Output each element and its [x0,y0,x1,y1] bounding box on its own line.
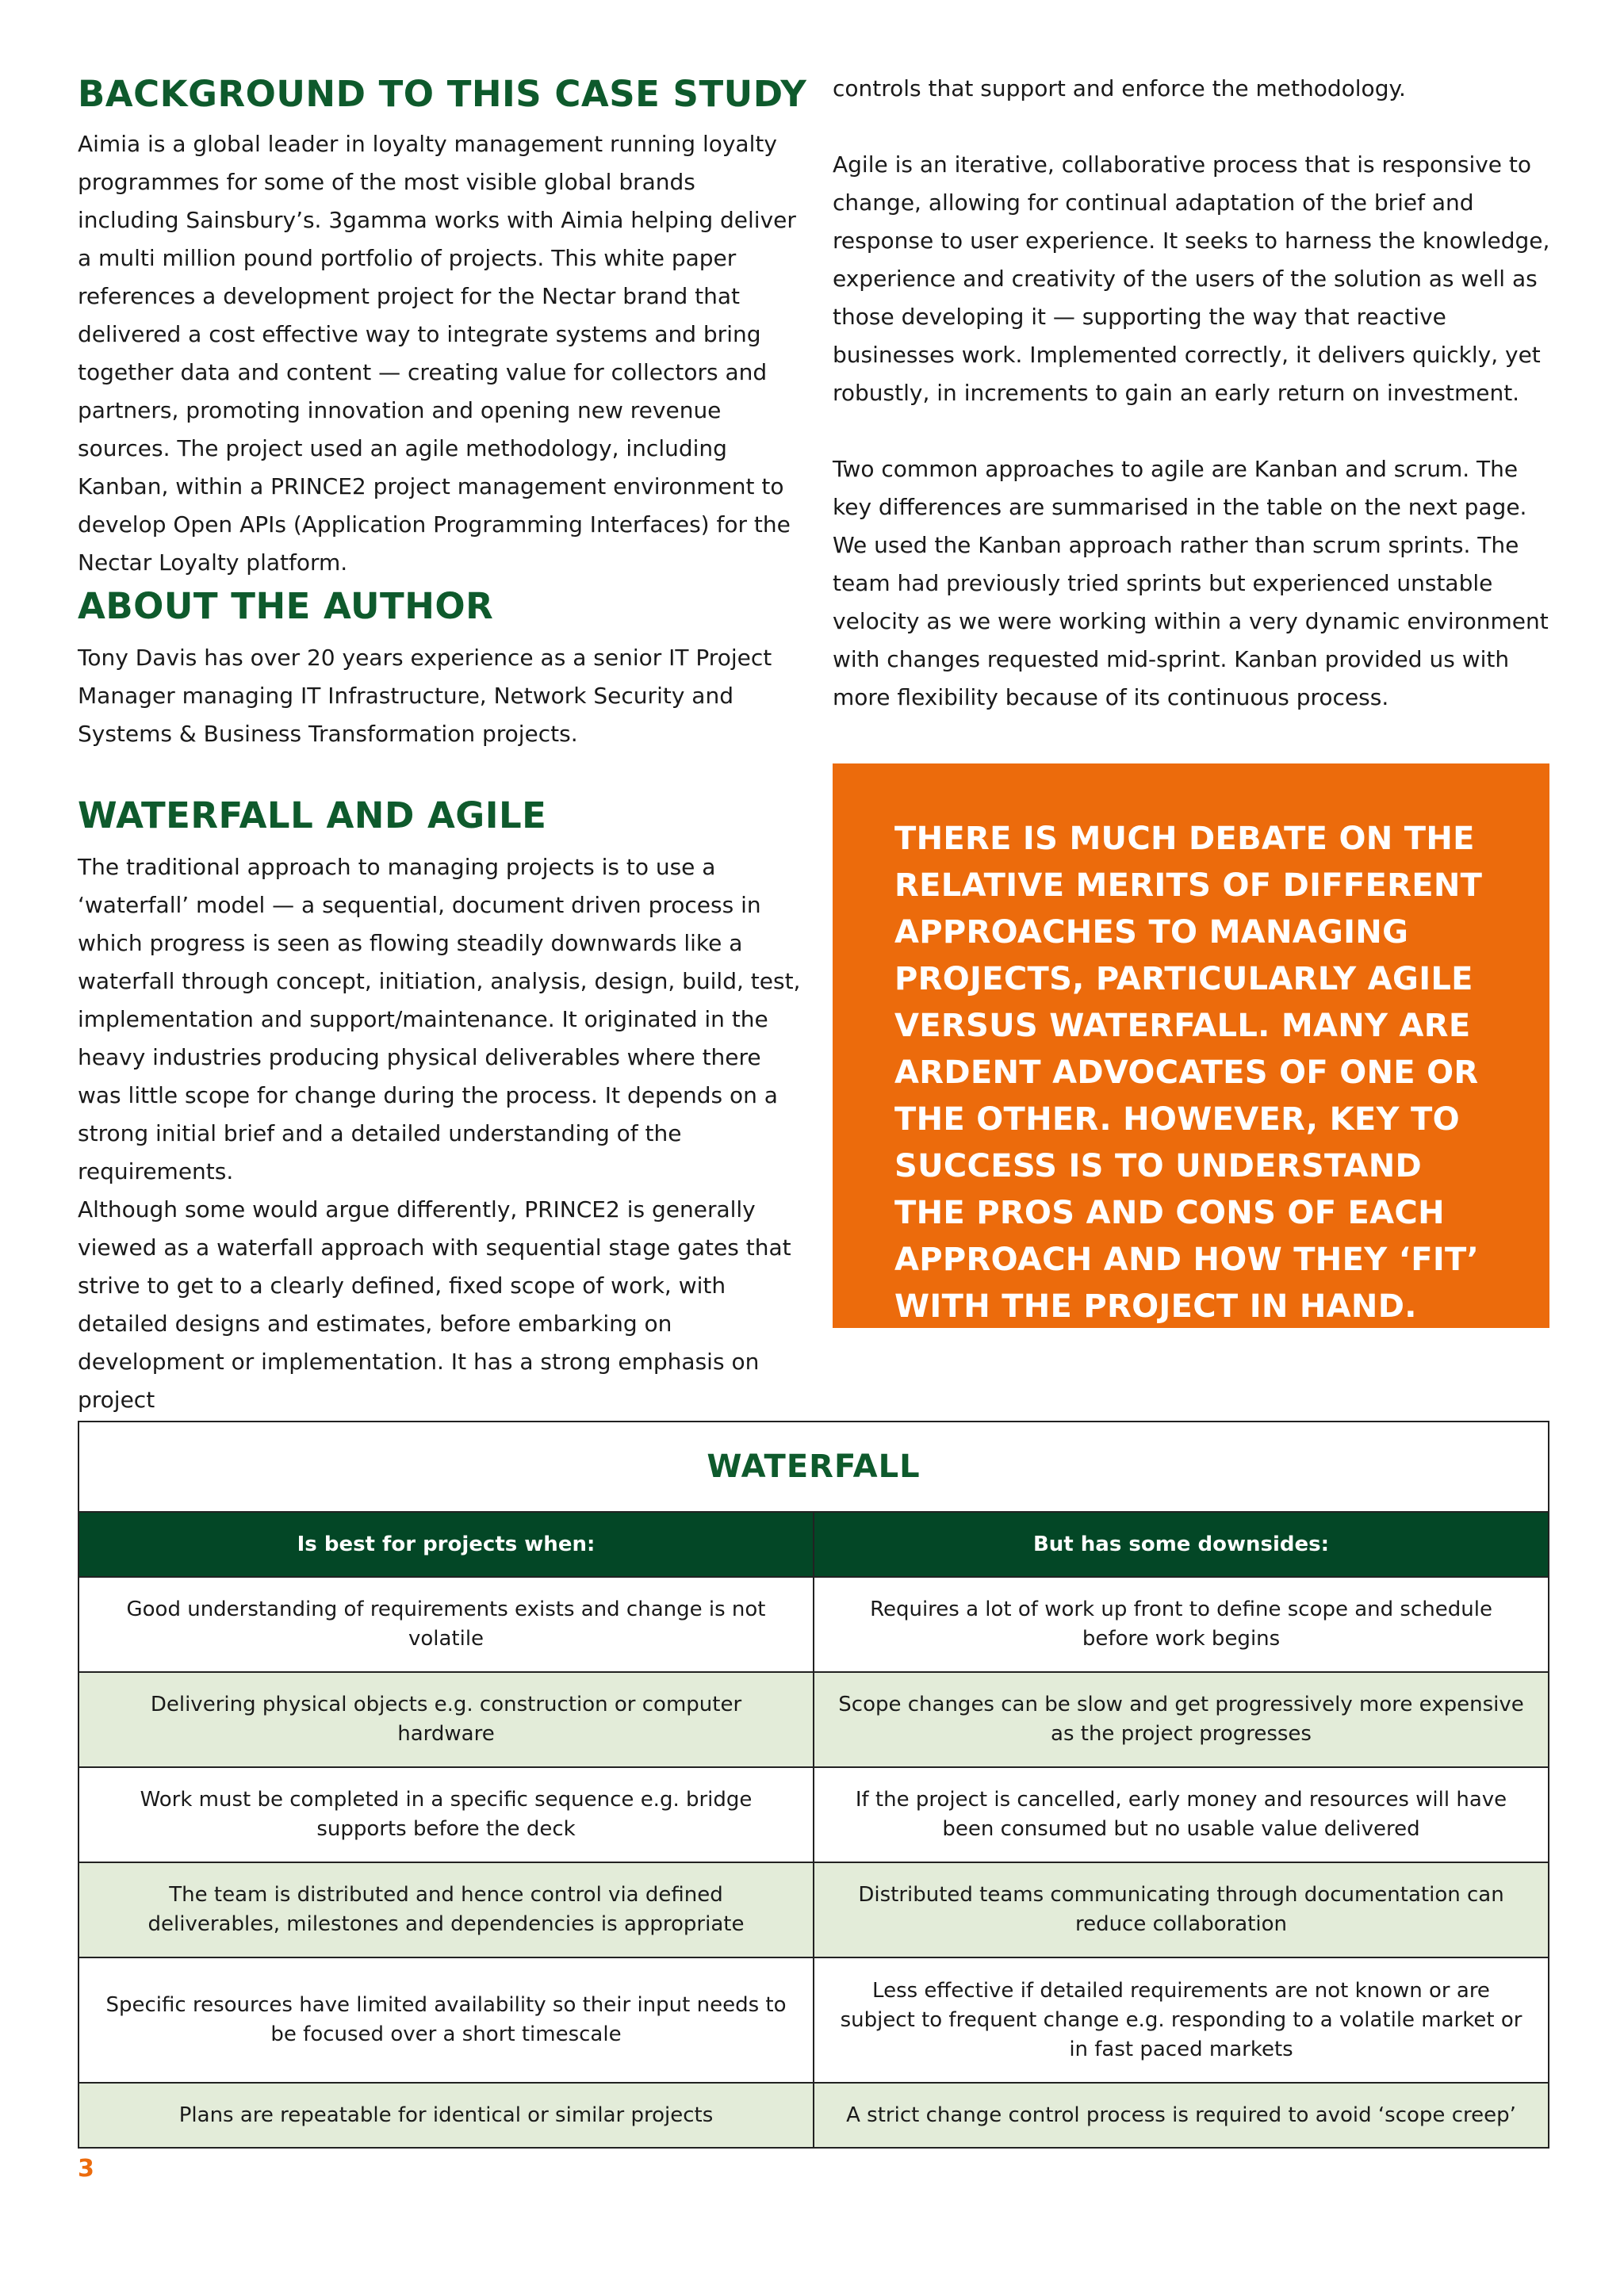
table-row [79,2082,1548,2147]
table-cell-downside: Distributed teams communicating through documentation can reduce collaboration [858,1883,1504,1936]
heading-about-author: ABOUT THE AUTHOR [78,585,494,627]
table-row [79,1862,1548,1957]
table-row [79,1671,1548,1766]
table-row [79,1957,1548,2082]
table-cell-best: Good understanding of requirements exists and change is not volatile [79,1578,814,1671]
waterfall-table [78,1421,1549,2149]
table-cell-downside: Scope changes can be slow and get progressively more expensive as the project progresses [838,1693,1524,1746]
table-cell-best: Work must be completed in a specific sequence e.g. bridge supports before the deck [79,1768,814,1862]
table-cell-best: The team is distributed and hence control via defined deliverables, milestones and dependencies is appropriate [79,1863,814,1957]
kanban-paragraph: Two common approaches to agile are Kanban and scrum. The key differences are summarised in the table on the next page. We used the Kanban approach rather than scrum sprints. The team had previously tried sprints but experienced unstable velocity as we were working within a very dynamic environment with changes requested mid-sprint. Kanban provided us with more flexibility because of its continuous process. [833,456,1549,710]
table-cell-downside: Requires a lot of work up front to define scope and schedule before work begins [870,1598,1492,1651]
table-header-row [79,1511,1548,1576]
author-paragraph: Tony Davis has over 20 years experience as a senior IT Project Manager managing IT Infrastructure, Network Security and Systems & Business Transformation projects. [78,645,772,747]
pull-quote-box [833,763,1549,1328]
pull-quote-text: THERE IS MUCH DEBATE ON THE RELATIVE MERITS OF DIFFERENT APPROACHES TO MANAGING PROJECTS, PARTICULARLY AGILE VERSUS WATERFALL. MANY ARE ARDENT ADVOCATES OF ONE OR THE OTHER. HOWEVER, KEY TO SUCCESS IS TO UNDERSTAND THE PROS AND CONS OF EACH APPROACH AND HOW THEY ‘FIT’ WITH THE PROJECT IN HAND. [894,821,1483,1325]
page-number: 3 [78,2155,94,2183]
table-row [79,1766,1548,1862]
table-cell-best: Specific resources have limited availability so their input needs to be focused over a short timescale [79,1958,814,2082]
agile-paragraph: Agile is an iterative, collaborative process that is responsive to change, allowing for continual adaptation of the brief and response to user experience. It seeks to harness the knowledge, experience and creativity of the users of the solution as well as those developing it — supporting the way that reactive businesses work. Implemented correctly, it delivers quickly, yet robustly, in increments to gain an early return on investment. [833,151,1550,406]
table-cell-best: Delivering physical objects e.g. construction or computer hardware [79,1673,814,1766]
table-cell-downside: A strict change control process is required to avoid ‘scope creep’ [846,2103,1516,2127]
heading-background: BACKGROUND TO THIS CASE STUDY [78,73,807,115]
table-cell-downside: Less effective if detailed requirements are not known or are subject to frequent change e.g. responding to a volatile market or in fast paced markets [840,1978,1522,2061]
column-header-best: Is best for projects when: [79,1513,814,1576]
table-cell-downside: If the project is cancelled, early money and resources will have been consumed but no usable value delivered [855,1788,1507,1841]
table-row [79,1576,1548,1671]
table-cell-best: Plans are repeatable for identical or similar projects [79,2084,814,2147]
table-title: WATERFALL [707,1448,921,1485]
column-header-downsides: But has some downsides: [1032,1533,1329,1556]
waterfall-paragraph-2: Although some would argue differently, PRINCE2 is generally viewed as a waterfall approach with sequential stage gates that strive to get to a clearly defined, fixed scope of work, with detailed designs and estimates, before embarking on development or implementation. It has a strong emphasis on project [78,1196,791,1413]
background-paragraph: Aimia is a global leader in loyalty management running loyalty programmes for some of the most visible global brands including Sainsbury’s. 3gamma works with Aimia helping deliver a multi million pound portfolio of projects. This white paper references a development project for the Nectar brand that delivered a cost effective way to integrate systems and bring together data and content — creating value for collectors and partners, promoting innovation and opening new revenue sources. The project used an agile methodology, including Kanban, within a PRINCE2 project management environment to develop Open APIs (Application Programming Interfaces) for the Nectar Loyalty platform. [78,131,796,576]
heading-waterfall-agile: WATERFALL AND AGILE [78,794,547,836]
continued-paragraph: controls that support and enforce the methodology. [833,75,1406,101]
waterfall-paragraph-1: The traditional approach to managing projects is to use a ‘waterfall’ model — a sequential, document driven process in which progress is seen as flowing steadily downwards like a waterfall through concept, initiation, analysis, design, build, test, implementation and support/maintenance. It originated in the heavy industries producing physical deliverables where there was little scope for change during the process. It depends on a strong initial brief and a detailed understanding of the requirements. [78,854,801,1184]
